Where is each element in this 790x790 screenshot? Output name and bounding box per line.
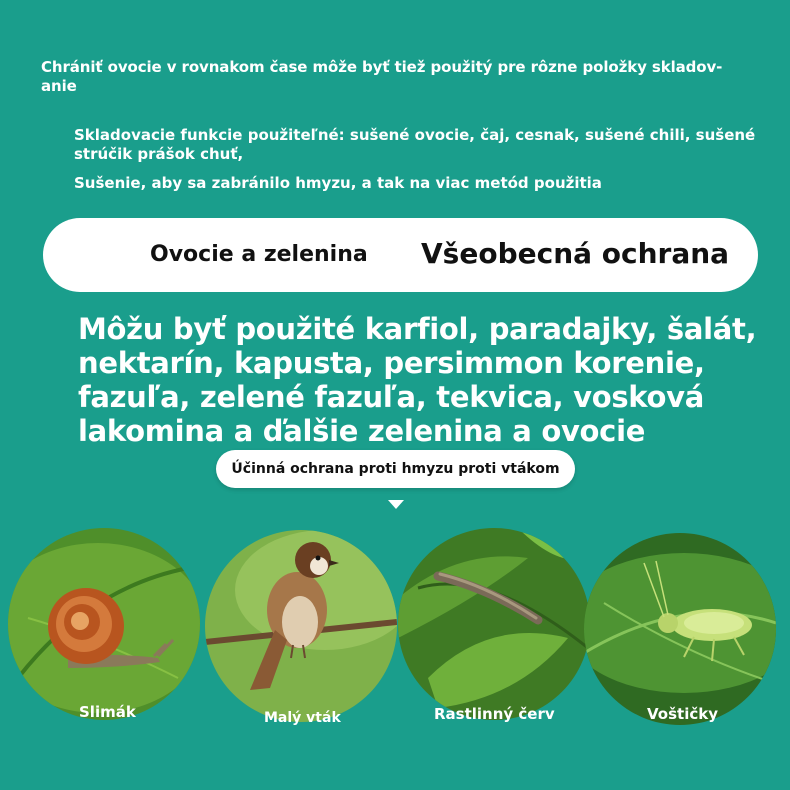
protection-badge: Účinná ochrana proti hmyzu proti vtákom <box>216 450 575 488</box>
sparrow-photo <box>205 530 397 722</box>
aphid-icon <box>584 533 776 725</box>
down-arrow-icon <box>388 500 404 509</box>
storage-text: Skladovacie funkcie použiteľné: sušené ovocie, čaj, cesnak, sušené chili, sušené strúčik prášok chuť, <box>74 126 756 163</box>
pest-label-sparrow: Malý vták <box>264 710 341 726</box>
drying-text: Sušenie, aby sa zabránilo hmyzu, a tak na viac metód použitia <box>74 174 602 192</box>
intro-text: Chrániť ovocie v rovnakom čase môže byť tiež použitý pre rôzne položky skladov-anie <box>41 58 723 95</box>
aphid-photo <box>584 533 776 725</box>
sparrow-icon <box>205 530 397 722</box>
snail-photo <box>8 528 200 720</box>
caterpillar-photo <box>398 528 590 720</box>
snail-icon <box>8 528 200 720</box>
pest-label-aphid: Voštičky <box>647 705 718 723</box>
usage-text: Môžu byť použité karfiol, paradajky, šalát, nektarín, kapusta, persimmon korenie, fazuľa, zelené fazuľa, tekvica, vosková lakomina a ďalšie zelenina a ovocie <box>78 312 757 448</box>
category-pill <box>43 218 758 292</box>
caterpillar-icon <box>398 528 590 720</box>
pest-label-caterpillar: Rastlinný červ <box>434 705 555 723</box>
category-right-label: Všeobecná ochrana <box>421 237 730 270</box>
pest-label-snail: Slimák <box>79 703 136 721</box>
category-left-label: Ovocie a zelenina <box>150 242 368 267</box>
